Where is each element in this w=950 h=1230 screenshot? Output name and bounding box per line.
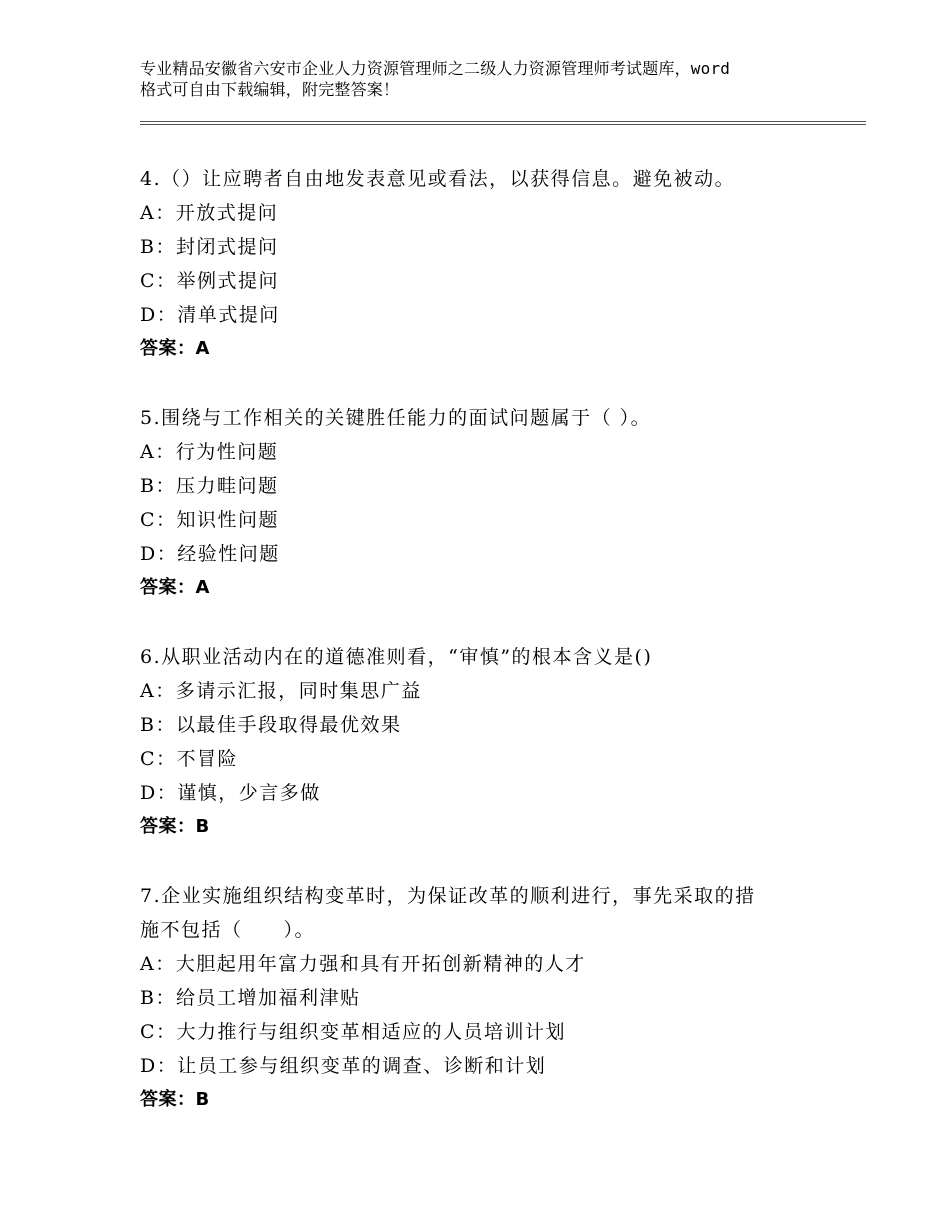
option-d: D：清单式提问 [140, 304, 280, 326]
header-line-1: 专业精品安徽省六安市企业人力资源管理师之二级人力资源管理师考试题库，word [140, 59, 731, 78]
option-c: C：举例式提问 [140, 270, 280, 292]
header-divider-top [140, 121, 866, 122]
question-5 [140, 401, 840, 605]
option-c: C：大力推行与组织变革相适应的人员培训计划 [140, 1021, 567, 1043]
option-d: D：经验性问题 [140, 543, 280, 565]
option-c: C：不冒险 [140, 748, 239, 770]
question-stem-continued: 施不包括（ ）。 [140, 919, 316, 941]
option-d: D：谨慎，少言多做 [140, 782, 321, 804]
answer-label: 答案：B [140, 1089, 210, 1110]
option-b: B：以最佳手段取得最优效果 [140, 714, 402, 736]
answer-label: 答案：A [140, 338, 210, 359]
question-stem: 6.从职业活动内在的道德准则看，“审慎”的根本含义是() [140, 646, 653, 668]
option-a: A：行为性问题 [140, 441, 279, 463]
document-header [140, 58, 830, 100]
option-c: C：知识性问题 [140, 509, 280, 531]
option-b: B：压力畦问题 [140, 475, 279, 497]
question-stem: 7.企业实施组织结构变革时，为保证改革的顺利进行，事先采取的措 [140, 885, 756, 907]
header-line-2: 格式可自由下载编辑，附完整答案！ [140, 80, 400, 99]
option-d: D：让员工参与组织变革的调查、诊断和计划 [140, 1055, 547, 1077]
question-stem: 4.（）让应聘者自由地发表意见或看法，以获得信息。避免被动。 [140, 168, 736, 190]
option-b: B：给员工增加福利津贴 [140, 987, 361, 1009]
question-7 [140, 879, 840, 1117]
option-a: A：多请示汇报，同时集思广益 [140, 680, 422, 702]
question-6 [140, 640, 840, 844]
option-b: B：封闭式提问 [140, 236, 279, 258]
option-a: A：大胆起用年富力强和具有开拓创新精神的人才 [140, 953, 586, 975]
question-4 [140, 162, 840, 366]
header-divider-bottom [140, 124, 866, 125]
answer-label: 答案：B [140, 816, 210, 837]
question-stem: 5.围绕与工作相关的关键胜任能力的面试问题属于（ ）。 [140, 407, 652, 429]
answer-label: 答案：A [140, 577, 210, 598]
option-a: A：开放式提问 [140, 202, 279, 224]
